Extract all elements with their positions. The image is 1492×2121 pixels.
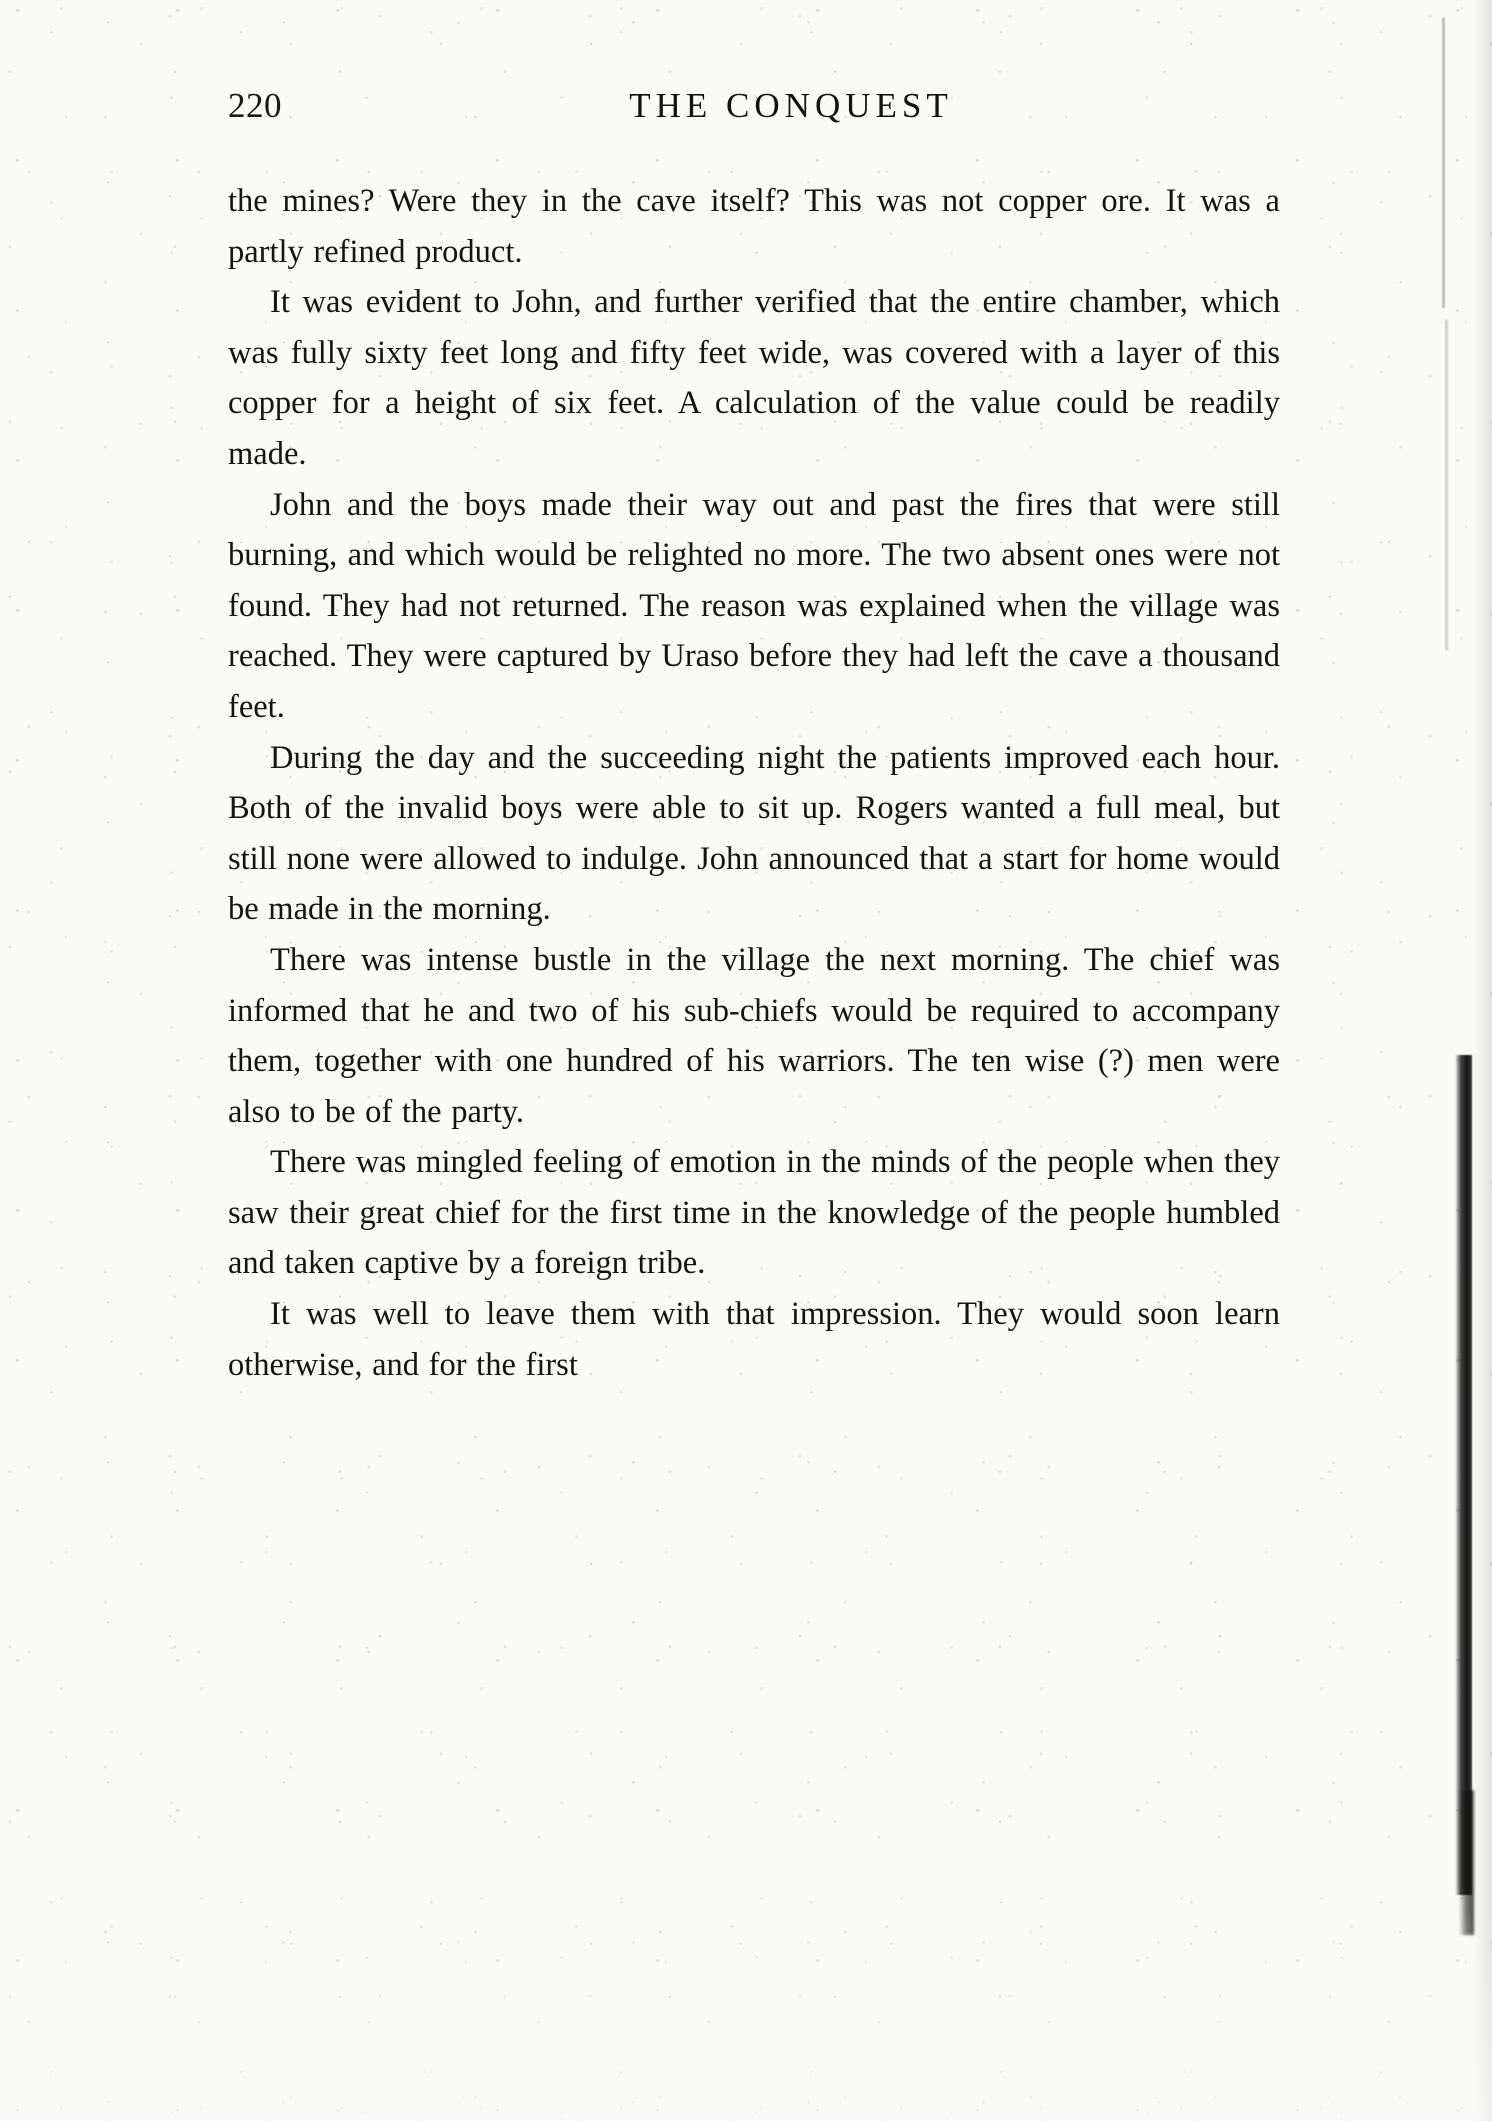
page-header	[228, 86, 1268, 134]
paragraph: It was well to leave them with that impression. They would soon learn otherwise, and for the first	[228, 1296, 1280, 1383]
paragraph: the mines? Were they in the cave itself? This was not copper ore. It was a partly refined product.	[228, 183, 1280, 270]
running-title: THE CONQUEST	[629, 86, 953, 125]
paragraph: John and the boys made their way out and past the fires that were still burning, and which would be relighted no more. The two absent ones were not found. They had not returned. The reason was explained when the village was reached. They were captured by Uraso before they had left the cave a thousand feet.	[228, 486, 1280, 725]
scan-edge-rule	[1442, 18, 1445, 308]
body-text	[228, 176, 1280, 1390]
scan-edge-rule	[1445, 320, 1448, 650]
paragraph: There was mingled feeling of emotion in the minds of the people when they saw their great chief for the first time in the knowledge of the people humbled and taken captive by a foreign tribe.	[228, 1144, 1280, 1282]
scan-gutter	[1458, 0, 1492, 2121]
paragraph: During the day and the succeeding night the patients improved each hour. Both of the invalid boys were able to sit up. Rogers wanted a full meal, but still none were allowed to indulge. John announced that a start for home would be made in the morning.	[228, 739, 1280, 928]
paragraph: There was intense bustle in the village the next morning. The chief was informed that he and two of his sub-chiefs would be required to accompany them, together with one hundred of his warriors. The ten wise (?) men were also to be of the party.	[228, 941, 1280, 1130]
paragraph: It was evident to John, and further verified that the entire chamber, which was fully sixty feet long and fifty feet wide, was covered with a layer of this copper for a height of six feet. A calculation of the value could be readily made.	[228, 284, 1280, 472]
page-number: 220	[228, 86, 282, 125]
page-bottom-fade	[0, 1911, 1492, 2121]
